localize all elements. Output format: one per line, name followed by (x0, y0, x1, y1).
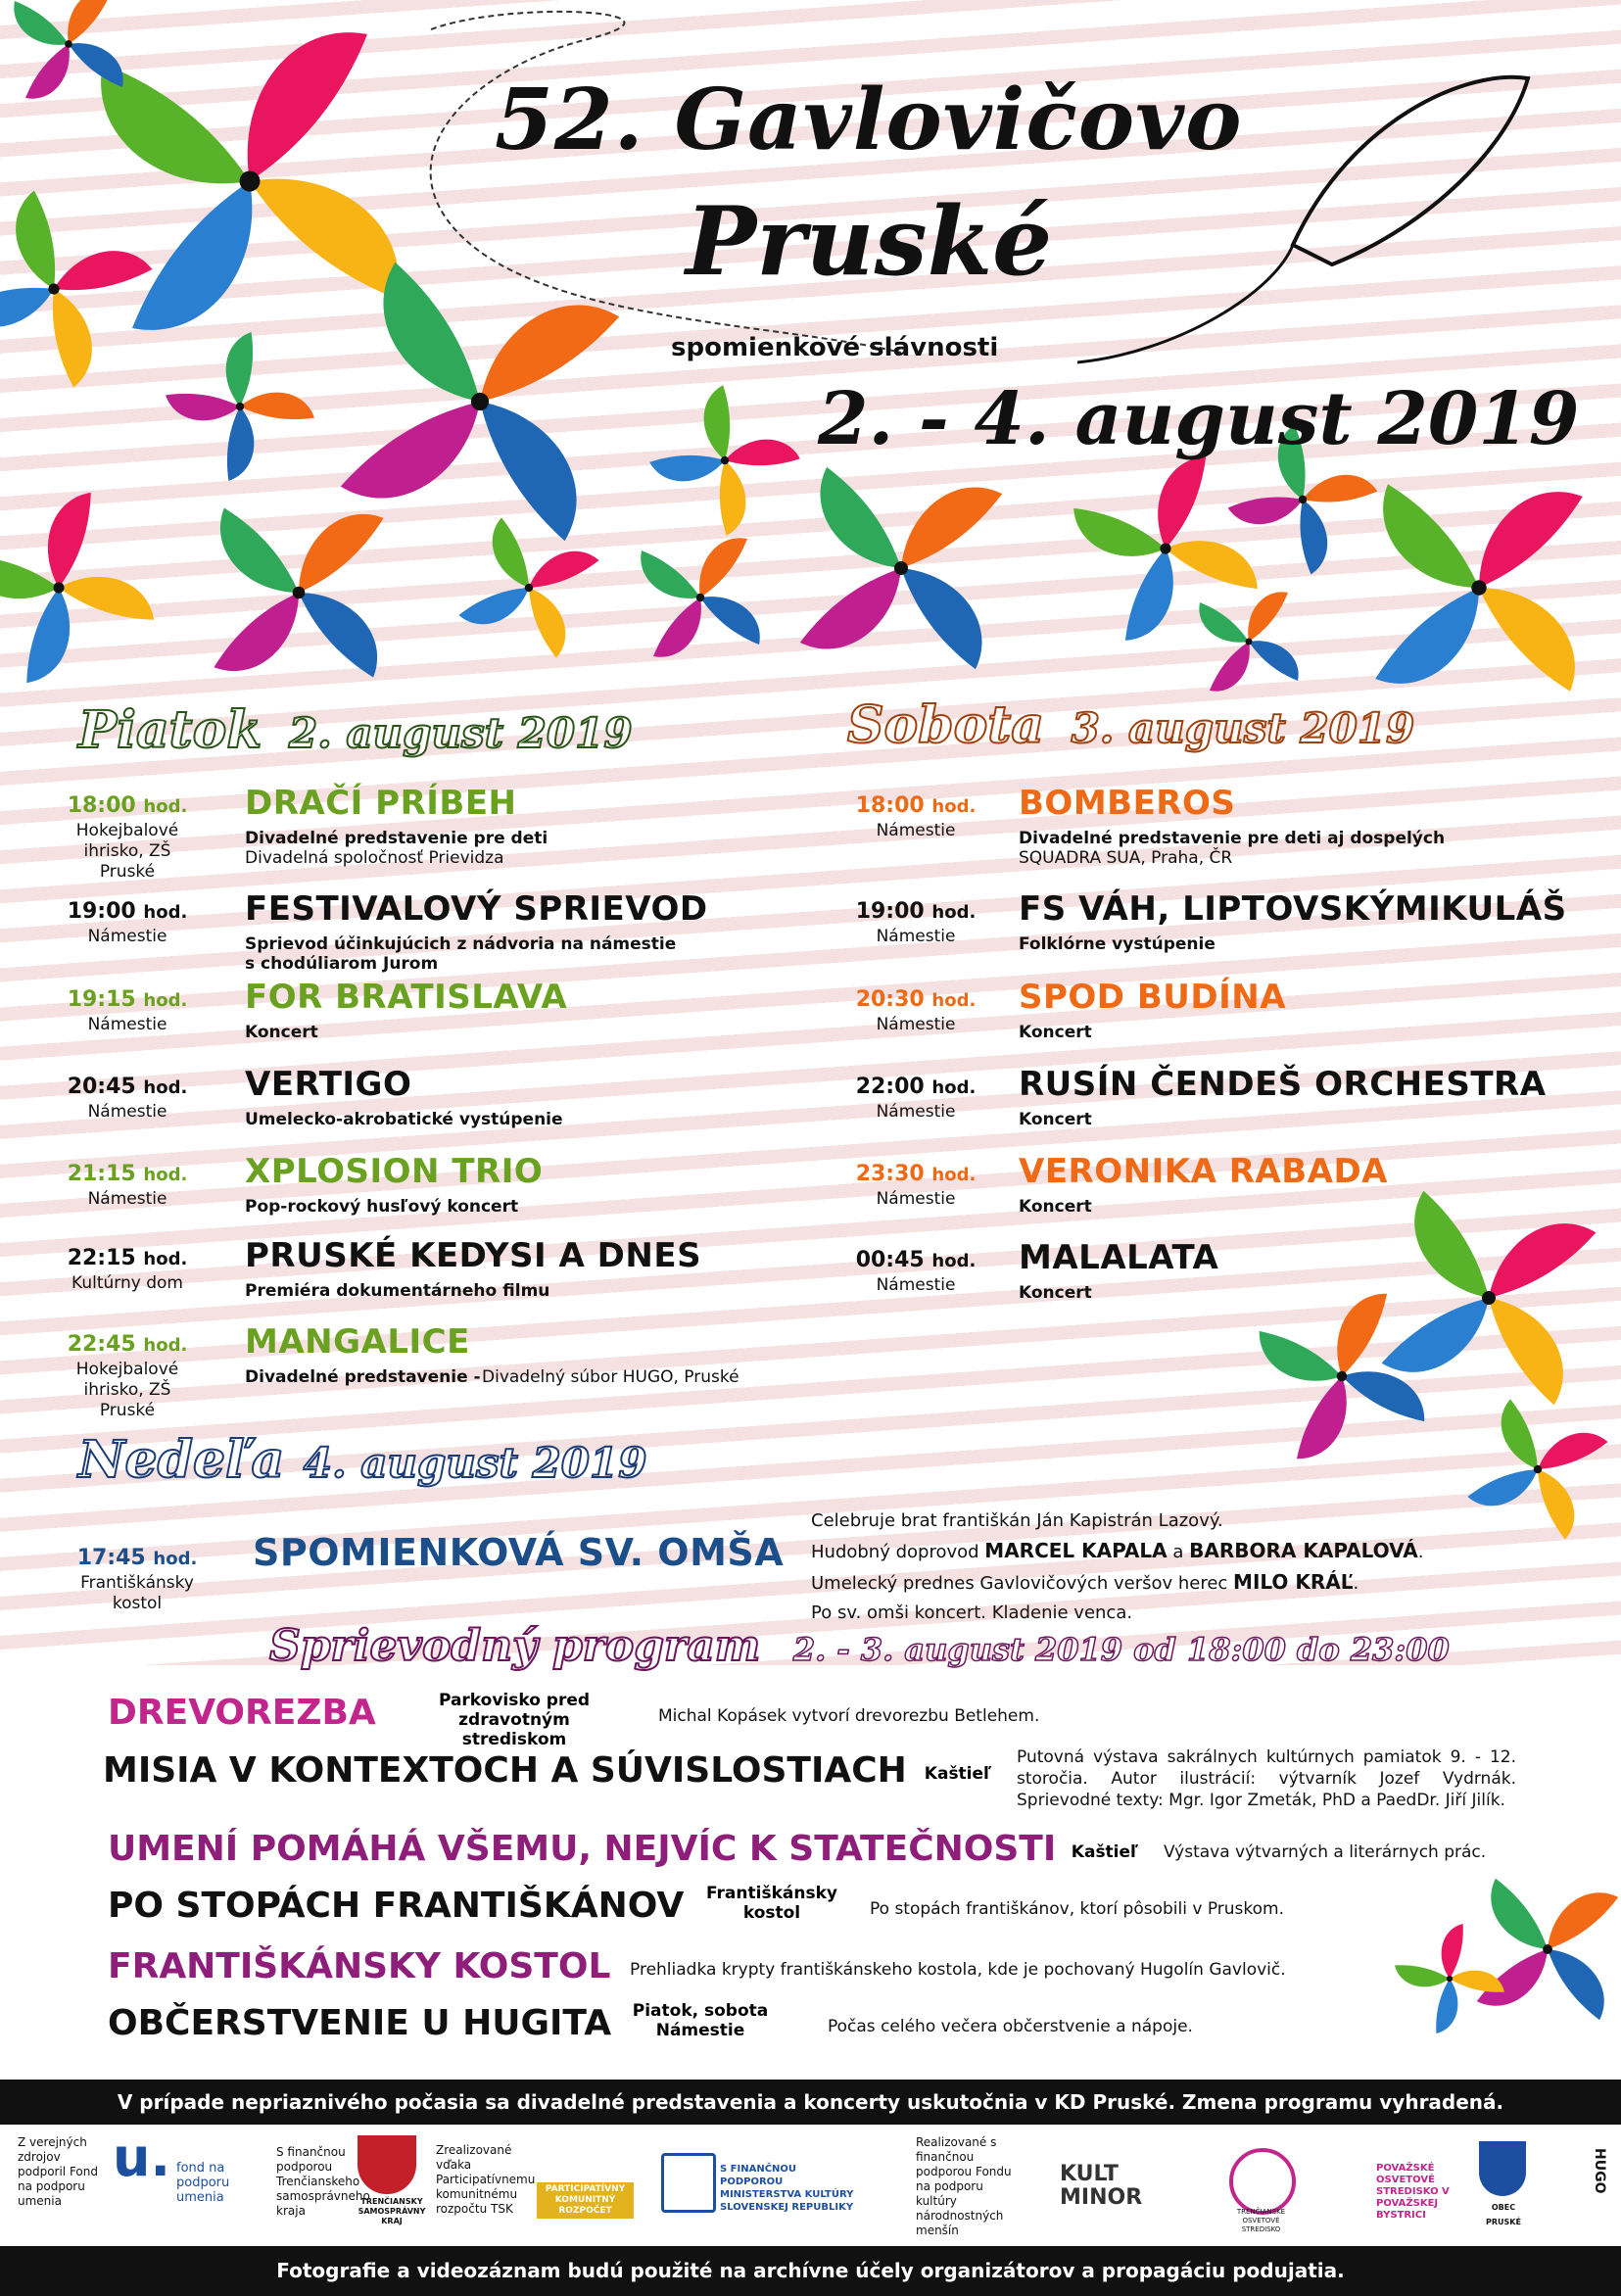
saturday-event-desc: Koncert (1019, 1110, 1092, 1129)
saturday-event-desc: Divadelné predstavenie pre deti aj dospelých (1019, 829, 1446, 848)
s-l2b: MARCEL KAPALA (984, 1539, 1168, 1562)
sunday-line2 (811, 1536, 1423, 1567)
side-item-desc: Michal Kopásek vytvorí drevorezbu Betlehem. (658, 1706, 1040, 1726)
side-item-desc: Prehliadka krypty františkánskeho kostola, kde je pochovaný Hugolín Gavlovič. (630, 1960, 1286, 1980)
friday-place: Námestie (87, 927, 167, 946)
time-value: 22:45 (67, 1332, 136, 1357)
saturday-event-desc-2: SQUADRA SUA, Praha, ČR (1019, 848, 1233, 868)
sunday-line1: Celebruje brat františkán Ján Kapistrán Lazový. (811, 1510, 1223, 1531)
friday-event-desc: Divadelné predstavenie - (245, 1367, 481, 1387)
friday-time (29, 1075, 225, 1099)
s-l2c: a (1172, 1542, 1184, 1562)
hod: hod. (931, 796, 977, 817)
fpu-logo: u. (113, 2127, 170, 2188)
sponsor-fpu-text: Z verejných zdrojov podporil Fond na podporu umenia (18, 2135, 98, 2208)
sunday-hod: hod. (153, 1549, 198, 1569)
side-program-dates: 2. - 3. august 2019 od 18:00 do 23:00 (792, 1631, 1450, 1668)
time-value: 22:00 (855, 1075, 925, 1099)
side-item-name: UMENÍ POMÁHÁ VŠEMU, NEJVÍC K STATEČNOSTI (108, 1829, 1057, 1869)
side-item-place: Kaštieľ (924, 1764, 992, 1784)
sunday-time (39, 1546, 235, 1570)
hugo-logo: HUGO (1592, 2148, 1607, 2194)
side-item-name: DREVOREZBA (108, 1693, 376, 1733)
saturday-time (818, 1075, 1014, 1099)
side-item-name: OBČERSTVENIE U HUGITA (108, 2003, 612, 2043)
side-item-place: Piatok, sobota Námestie (632, 2001, 769, 2040)
saturday-time (818, 899, 1014, 924)
friday-event-desc: Pop-rockový husľový koncert (245, 1197, 519, 1217)
friday-place: Námestie (87, 1189, 167, 1209)
s-l3c: . (1353, 1573, 1359, 1594)
friday-time (29, 1246, 225, 1270)
sunday-day: Nedeľa (78, 1430, 285, 1490)
festival-subtitle: spomienkové slávnosti (671, 333, 999, 362)
weather-notice: V prípade nepriaznivého počasia sa divadelné predstavenia a koncerty uskutočnia v KD Pruské. Zmena programu vyhradená. (0, 2080, 1621, 2125)
sunday-place: Františkánsky kostol (80, 1573, 194, 1613)
sunday-details (811, 1507, 1423, 1628)
side-item-place: Kaštieľ (1071, 1842, 1139, 1862)
time-value: 19:00 (855, 899, 925, 924)
friday-day: Piatok (78, 700, 262, 760)
friday-place: Hokejbalové ihrisko, ZŠ Pruské (75, 821, 179, 882)
side-item-name: FRANTIŠKÁNSKY KOSTOL (108, 1946, 611, 1986)
hod: hod. (143, 1165, 188, 1185)
saturday-event-name: BOMBEROS (1019, 784, 1236, 823)
festival-title: 52. Gavlovičovo (495, 71, 1243, 169)
saturday-place: Námestie (876, 927, 956, 946)
sunday-heading (78, 1430, 646, 1490)
s-l3a: Umelecký prednes Gavlovičových veršov herec (811, 1573, 1228, 1594)
friday-place: Kultúrny dom (72, 1273, 183, 1293)
saturday-day: Sobota (847, 695, 1044, 755)
saturday-event-name: FS VÁH, LIPTOVSKÝMIKULÁŠ (1019, 889, 1567, 929)
hod: hod. (931, 990, 977, 1011)
friday-time (29, 987, 225, 1012)
saturday-event-desc: Koncert (1019, 1283, 1092, 1303)
friday-event-desc: Premiéra dokumentárneho filmu (245, 1281, 550, 1301)
hod: hod. (143, 902, 188, 923)
side-item-name: PO STOPÁCH FRANTIŠKÁNOV (108, 1886, 685, 1926)
time-value: 21:15 (67, 1162, 136, 1186)
tos-logo (1229, 2148, 1296, 2215)
time-value: 20:45 (67, 1075, 136, 1099)
friday-event-desc-2: Divadelná spoločnosť Prievidza (245, 848, 504, 868)
hod: hod. (143, 1249, 188, 1269)
sponsor-kultminor-text: Realizované s finančnou podporou Fondu na podporu kultúry národnostných menšín (916, 2135, 1012, 2237)
sunday-time-value: 17:45 (76, 1546, 146, 1570)
mksr-logo-text: S FINANČNOU PODPOROU MINISTERSTVA KULTÚRY SLOVENSKEJ REPUBLIKY (720, 2164, 854, 2213)
pos-logo: POVAŽSKÉ OSVETOVÉ STREDISKO V POVAŽSKEJ BYSTRICI (1376, 2163, 1450, 2221)
side-item-name: MISIA V KONTEXTOCH A SÚVISLOSTIACH (103, 1750, 907, 1791)
kultminor-logo: KULT MINOR (1060, 2162, 1143, 2210)
side-item-place: Františkánsky kostol (706, 1884, 837, 1923)
saturday-place: Námestie (876, 1275, 956, 1295)
saturday-date: 3. august 2019 (1071, 704, 1415, 752)
s-l3b: MILO KRÁĽ (1233, 1570, 1354, 1594)
friday-time (29, 1332, 225, 1357)
time-value: 18:00 (855, 793, 925, 818)
time-value: 18:00 (67, 793, 136, 818)
friday-place: Námestie (87, 1102, 167, 1122)
side-item-desc: Výstava výtvarných a literárnych prác. (1164, 1842, 1487, 1862)
tsk-coat-of-arms (358, 2135, 416, 2194)
saturday-place: Námestie (876, 821, 956, 840)
side-item-desc: Počas celého večera občerstvenie a nápoje. (828, 2017, 1193, 2036)
friday-event-desc: Umelecko-akrobatické vystúpenie (245, 1110, 563, 1129)
time-value: 22:15 (67, 1246, 136, 1270)
saturday-event-desc: Koncert (1019, 1023, 1092, 1042)
friday-date: 2. august 2019 (288, 709, 633, 757)
hod: hod. (143, 1335, 188, 1356)
saturday-event-desc: Koncert (1019, 1197, 1092, 1217)
saturday-event-name: RUSÍN ČENDEŠ ORCHESTRA (1019, 1065, 1547, 1104)
sunday-line4: Po sv. omši koncert. Kladenie venca. (811, 1602, 1133, 1623)
friday-time (29, 793, 225, 818)
friday-event-name: FESTIVALOVÝ SPRIEVOD (245, 889, 708, 929)
saturday-time (818, 987, 1014, 1012)
hod: hod. (931, 1077, 977, 1098)
friday-event-name: PRUSKÉ KEDYSI A DNES (245, 1236, 702, 1275)
friday-time (29, 1162, 225, 1186)
side-item-desc: Putovná výstava sakrálnych kultúrnych pamiatok 9. - 12. storočia. Autor ilustrácií: výtvarník Jozef Vydrnák. Sprievodné texty: Mgr. Igor Zmeták, PhD a PaedDr. Jiří Jilík. (1017, 1747, 1516, 1810)
sponsor-pkr-text: Zrealizované vďaka Participatívnemu komunitnému rozpočtu TSK (436, 2143, 536, 2216)
mksr-logo (661, 2153, 716, 2213)
saturday-event-name: MALALATA (1019, 1238, 1219, 1277)
saturday-place: Námestie (876, 1015, 956, 1034)
hod: hod. (143, 1077, 188, 1098)
saturday-time (818, 793, 1014, 818)
hod: hod. (143, 796, 188, 817)
time-value: 19:00 (67, 899, 136, 924)
sponsor-strip (0, 2114, 1621, 2237)
friday-place: Hokejbalové ihrisko, ZŠ Pruské (75, 1360, 179, 1420)
pruske-logo-text: OBEC PRUSKÉ (1486, 2203, 1521, 2226)
pkr-logo: PARTICIPATÍVNY KOMUNITNÝ ROZPOČET (537, 2182, 634, 2219)
friday-event-name: MANGALICE (245, 1322, 470, 1362)
saturday-place: Námestie (876, 1102, 956, 1122)
tos-logo-text: TRENČIANSKE OSVETOVÉ STREDISKO (1236, 2208, 1286, 2233)
saturday-place: Námestie (876, 1189, 956, 1209)
sunday-date: 4. august 2019 (303, 1439, 647, 1487)
fpu-logo-text: fond na podporu umenia (176, 2161, 230, 2205)
time-value: 20:30 (855, 987, 925, 1012)
pruske-coat-of-arms (1479, 2141, 1526, 2196)
saturday-heading (847, 695, 1414, 755)
s-l2e: . (1417, 1542, 1424, 1562)
hod: hod. (931, 1165, 977, 1185)
saturday-event-desc: Folklórne vystúpenie (1019, 934, 1216, 954)
time-value: 19:15 (67, 987, 136, 1012)
hod: hod. (931, 902, 977, 923)
friday-event-name: FOR BRATISLAVA (245, 978, 568, 1017)
festival-dates: 2. - 4. august 2019 (818, 377, 1580, 461)
time-value: 23:30 (855, 1162, 925, 1186)
friday-event-desc: Sprievod účinkujúcich z nádvoria na námestie (245, 934, 677, 954)
side-program-heading (269, 1621, 1450, 1671)
hod: hod. (931, 1251, 977, 1271)
saturday-time (818, 1162, 1014, 1186)
sunday-line3 (811, 1567, 1423, 1599)
friday-event-name: XPLOSION TRIO (245, 1152, 544, 1191)
friday-time (29, 899, 225, 924)
side-item-desc: Po stopách františkánov, ktorí pôsobili v Pruskom. (870, 1899, 1285, 1919)
friday-place: Námestie (87, 1015, 167, 1034)
side-program-title: Sprievodný program (269, 1621, 761, 1671)
saturday-time (818, 1248, 1014, 1272)
s-l2d: BARBORA KAPALOVÁ (1189, 1539, 1418, 1562)
friday-heading (78, 700, 633, 760)
s-l2a: Hudobný doprovod (811, 1542, 979, 1562)
friday-event-desc: Koncert (245, 1023, 318, 1042)
friday-event-desc: Divadelné predstavenie pre deti (245, 829, 548, 848)
friday-event-desc-2: s chodúliarom Jurom (245, 954, 439, 974)
saturday-event-name: VERONIKA RABADA (1019, 1152, 1388, 1191)
friday-event-name: VERTIGO (245, 1065, 412, 1104)
side-item-place: Parkovisko pred zdravotným strediskom (438, 1691, 591, 1749)
sponsor-tsk-text: S finančnou podporou Trenčianskeho samosprávneho kraja (276, 2145, 370, 2218)
tsk-logo-text: TRENČIANSKY SAMOSPRÁVNY KRAJ (358, 2197, 426, 2225)
friday-event-name: DRAČÍ PRÍBEH (245, 784, 517, 823)
time-value: 00:45 (855, 1248, 925, 1272)
hod: hod. (143, 990, 188, 1011)
sunday-event: SPOMIENKOVÁ SV. OMŠA (253, 1531, 785, 1574)
saturday-event-name: SPOD BUDÍNA (1019, 978, 1287, 1017)
friday-event-desc-2: Divadelný súbor HUGO, Pruské (482, 1367, 739, 1387)
footer-note: Fotografie a videozáznam budú použité na archívne účely organizátorov a propagáciu podujatia. (0, 2246, 1621, 2296)
festival-title-town: Pruské (686, 186, 1053, 297)
